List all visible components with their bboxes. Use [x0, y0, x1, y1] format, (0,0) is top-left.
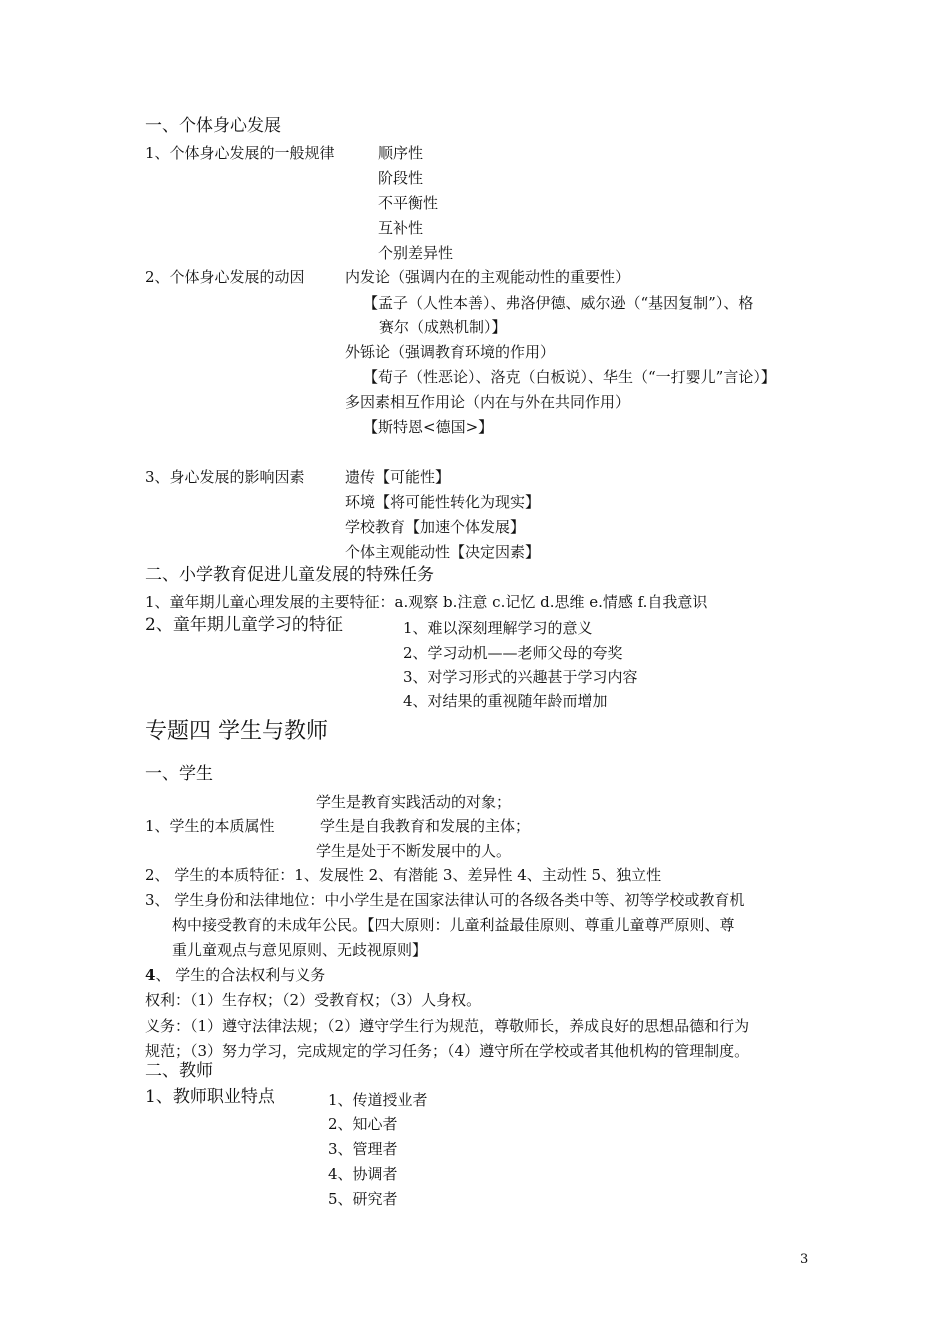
internal-people-cont: 赛尔（成熟机制）】: [379, 318, 507, 336]
legal-status-cont: 构中接受教育的未成年公民。【四大原则：儿童利益最佳原则、尊重儿童尊严原则、尊: [172, 916, 735, 934]
teacher-label: 1、教师职业特点: [145, 1087, 275, 1107]
teacher-item: 5、研究者: [328, 1190, 398, 1208]
internal-people: 【孟子（人性本善）、弗洛伊德、威尔逊（“基因复制”）、格: [363, 294, 754, 312]
student-section-title: 一、学生: [145, 764, 213, 784]
law-item: 个别差异性: [378, 244, 454, 262]
multi-factor-people: 【斯特恩<德国>】: [363, 418, 494, 436]
student-attr: 学生是处于不断发展中的人。: [316, 842, 512, 860]
section-title-individual-development: 一、个体身心发展: [145, 116, 281, 136]
student-duties-cont: 规范；（3）努力学习，完成规定的学习任务；（4）遵守所在学校或者其他机构的管理制度。: [145, 1042, 750, 1060]
teacher-item: 1、传道授业者: [328, 1091, 428, 1109]
student-attr: 学生是教育实践活动的对象；: [316, 793, 512, 811]
learn-item: 2、学习动机——老师父母的夸奖: [403, 644, 623, 662]
rights-heading: 4、 学生的合法权利与义务: [145, 966, 326, 984]
student-duties: 义务：（1）遵守法律法规；（2）遵守学生行为规范，尊敬师长，养成良好的思想品德和行为: [145, 1017, 750, 1035]
learn-item: 1、难以深刻理解学习的意义: [403, 619, 593, 637]
law-item: 不平衡性: [378, 194, 439, 212]
student-traits: 2、 学生的本质特征：1、发展性 2、有潜能 3、差异性 4、主动性 5、独立性: [145, 866, 662, 884]
factor-label: 3、身心发展的影响因素: [145, 468, 305, 486]
multi-factor-theory: 多因素相互作用论（内在与外在共同作用）: [345, 393, 631, 411]
teacher-item: 3、管理者: [328, 1140, 398, 1158]
attr-label: 1、学生的本质属性: [145, 817, 275, 835]
law-item: 互补性: [378, 219, 424, 237]
student-attr: 学生是自我教育和发展的主体；: [320, 817, 531, 835]
section-title-primary-education: 二、小学教育促进儿童发展的特殊任务: [145, 565, 434, 585]
internal-theory: 内发论（强调内在的主观能动性的重要性）: [345, 268, 631, 286]
external-theory: 外铄论（强调教育环境的作用）: [345, 343, 556, 361]
teacher-item: 2、知心者: [328, 1115, 398, 1133]
external-people: 【荀子（性恶论）、洛克（白板说）、华生（“一打婴儿”言论）】: [363, 368, 776, 386]
learn-item: 3、对学习形式的兴趣甚于学习内容: [403, 668, 638, 686]
legal-status-cont: 重儿童观点与意见原则、无歧视原则】: [172, 941, 428, 959]
legal-status: 3、 学生身份和法律地位：中小学生是在国家法律认可的各级各类中等、初等学校或教育机: [145, 891, 745, 909]
cause-label: 2、个体身心发展的动因: [145, 268, 305, 286]
student-rights: 权利：（1）生存权；（2）受教育权；（3）人身权。: [145, 991, 482, 1009]
page-number: 3: [800, 1252, 809, 1267]
factor-item: 学校教育【加速个体发展】: [345, 518, 526, 536]
law-item: 阶段性: [378, 169, 424, 187]
law-item: 顺序性: [378, 144, 424, 162]
topic-title: 专题四 学生与教师: [145, 719, 328, 744]
factor-item: 个体主观能动性【决定因素】: [345, 543, 541, 561]
factor-item: 遗传【可能性】: [345, 468, 451, 486]
factor-item: 环境【将可能性转化为现实】: [345, 493, 541, 511]
teacher-item: 4、协调者: [328, 1165, 398, 1183]
teacher-section-title: 二、教师: [145, 1061, 213, 1081]
learn-label: 2、童年期儿童学习的特征: [145, 615, 343, 635]
learn-item: 4、对结果的重视随年龄而增加: [403, 692, 608, 710]
psych-features: 1、童年期儿童心理发展的主要特征：a.观察 b.注意 c.记忆 d.思维 e.情感 f.自我意识: [145, 593, 708, 611]
law-label: 1、个体身心发展的一般规律: [145, 144, 335, 162]
